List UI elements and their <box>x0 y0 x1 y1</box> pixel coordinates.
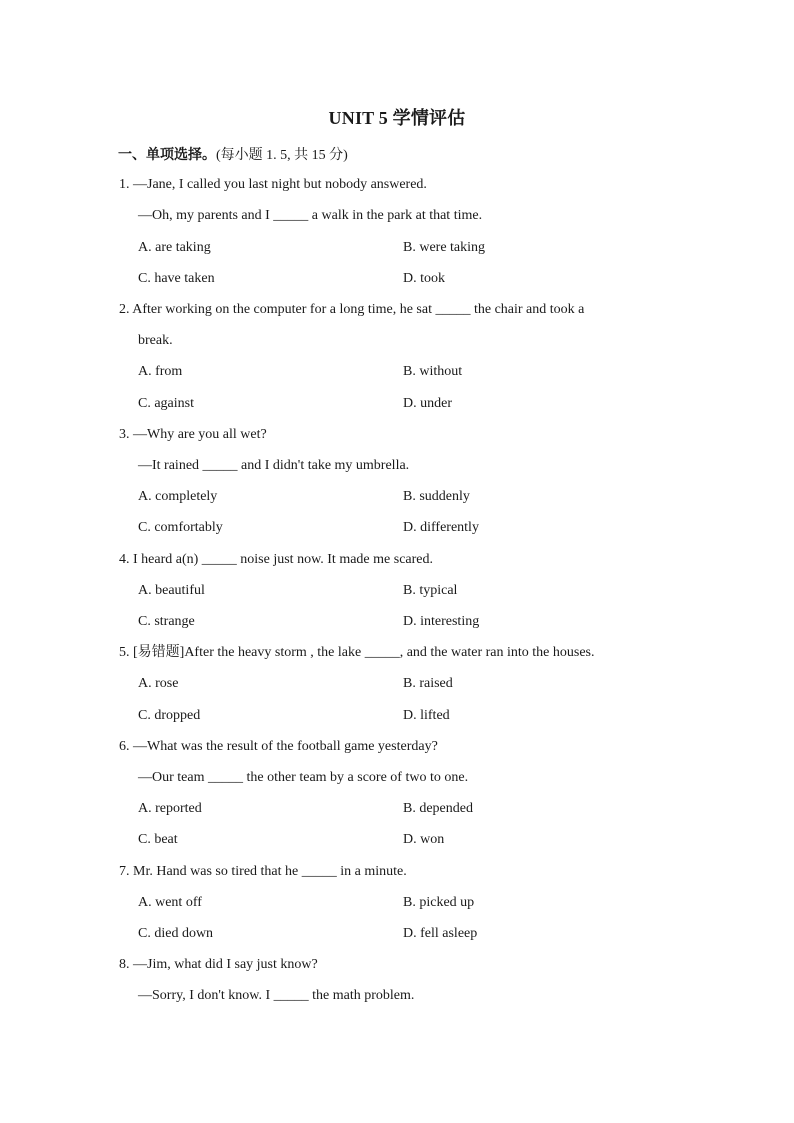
question-3-option-c: C. comfortably <box>138 520 223 535</box>
question-6-option-b: B. depended <box>403 801 473 816</box>
question-3-option-a: A. completely <box>138 489 218 504</box>
question-6-reply: —Our team _____ the other team by a score of two to one. <box>138 770 469 785</box>
question-4-option-c: C. strange <box>138 614 195 629</box>
question-1-option-a: A. are taking <box>138 240 211 255</box>
question-1-option-c: C. have taken <box>138 271 215 286</box>
page-title: UNIT 5 学情评估 <box>328 108 466 128</box>
question-2-option-c: C. against <box>138 396 194 411</box>
question-1-stem: 1. —Jane, I called you last night but nobody answered. <box>119 177 427 192</box>
question-3-option-d: D. differently <box>403 520 479 535</box>
question-3-stem: 3. —Why are you all wet? <box>119 427 267 442</box>
question-2-stem-continued: break. <box>138 333 173 348</box>
question-3-reply: —It rained _____ and I didn't take my umbrella. <box>138 458 410 473</box>
question-4-option-b: B. typical <box>403 583 458 598</box>
section-heading <box>118 144 348 164</box>
question-1-option-d: D. took <box>403 271 445 286</box>
question-4-option-a: A. beautiful <box>138 583 205 598</box>
section-heading-label: 一、单项选择。 <box>118 148 216 163</box>
question-2-stem: 2. After working on the computer for a long time, he sat _____ the chair and took a <box>119 302 585 317</box>
question-2-option-d: D. under <box>403 396 452 411</box>
question-1-reply: —Oh, my parents and I _____ a walk in the park at that time. <box>138 208 483 223</box>
question-5-option-a: A. rose <box>138 676 179 691</box>
question-5-stem: 5. [易错题]After the heavy storm , the lake _____, and the water ran into the houses. <box>119 645 595 660</box>
question-4-stem: 4. I heard a(n) _____ noise just now. It made me scared. <box>119 552 433 567</box>
question-7-option-b: B. picked up <box>403 895 475 910</box>
question-8-stem: 8. —Jim, what did I say just know? <box>119 957 318 972</box>
question-7-option-d: D. fell asleep <box>403 926 478 941</box>
question-8-reply: —Sorry, I don't know. I _____ the math problem. <box>138 988 415 1003</box>
question-4-option-d: D. interesting <box>403 614 480 629</box>
question-2-option-b: B. without <box>403 364 463 379</box>
question-6-option-a: A. reported <box>138 801 202 816</box>
question-5-option-d: D. lifted <box>403 708 450 723</box>
question-7-option-c: C. died down <box>138 926 214 941</box>
question-7-stem: 7. Mr. Hand was so tired that he _____ in a minute. <box>119 864 407 879</box>
question-3-option-b: B. suddenly <box>403 489 470 504</box>
question-6-stem: 6. —What was the result of the football game yesterday? <box>119 739 438 754</box>
question-6-option-c: C. beat <box>138 832 178 847</box>
section-scoring-note: (每小题 1. 5, 共 15 分) <box>216 148 348 163</box>
question-5-option-c: C. dropped <box>138 708 201 723</box>
question-7-option-a: A. went off <box>138 895 202 910</box>
question-1-option-b: B. were taking <box>403 240 486 255</box>
question-2-option-a: A. from <box>138 364 183 379</box>
question-6-option-d: D. won <box>403 832 445 847</box>
question-5-option-b: B. raised <box>403 676 453 691</box>
